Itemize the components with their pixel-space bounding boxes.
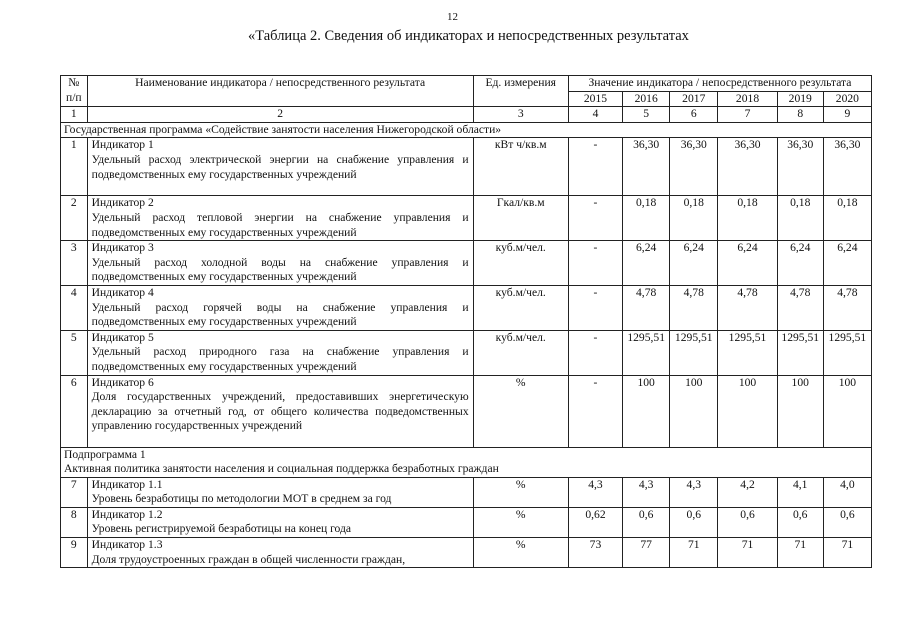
column-index: 6 — [670, 107, 718, 123]
value-cell: 36,30 — [823, 138, 871, 196]
value-cell: 0,18 — [823, 196, 871, 241]
header-unit: Ед. измерения — [473, 76, 568, 107]
table-caption: «Таблица 2. Сведения об индикаторах и непосредственных результатах — [248, 28, 689, 44]
section-title — [61, 447, 872, 477]
value-cell: 100 — [777, 375, 823, 447]
column-index: 3 — [473, 107, 568, 123]
year-header: 2016 — [623, 91, 670, 107]
unit-cell: % — [473, 375, 568, 447]
year-header: 2018 — [718, 91, 777, 107]
value-cell: 0,18 — [777, 196, 823, 241]
year-header: 2019 — [777, 91, 823, 107]
unit-cell: % — [473, 477, 568, 507]
value-cell: - — [568, 330, 622, 375]
row-num: 6 — [61, 375, 88, 447]
unit-cell: куб.м/чел. — [473, 285, 568, 330]
section-title — [61, 122, 872, 138]
value-cell: 4,78 — [718, 285, 777, 330]
unit-cell: Гкал/кв.м — [473, 196, 568, 241]
table-row — [61, 138, 872, 196]
value-cell: 36,30 — [718, 138, 777, 196]
value-cell: 0,6 — [718, 507, 777, 537]
row-num: 4 — [61, 285, 88, 330]
value-cell: 1295,51 — [670, 330, 718, 375]
value-cell: 6,24 — [623, 241, 670, 286]
indicator-description: Удельный расход электрической энергии на снабжение управления и подведомственных ему государственных учреждений — [91, 152, 469, 181]
indicators-table — [60, 75, 872, 568]
section-row — [61, 447, 872, 477]
indicator-name: Индикатор 2 — [91, 196, 154, 210]
value-cell: - — [568, 241, 622, 286]
row-num: 5 — [61, 330, 88, 375]
indicator-cell — [87, 241, 473, 286]
row-num: 9 — [61, 538, 88, 568]
row-num: 8 — [61, 507, 88, 537]
value-cell: 1295,51 — [623, 330, 670, 375]
indicator-cell — [87, 285, 473, 330]
indicator-cell — [87, 196, 473, 241]
indicator-description: Доля трудоустроенных граждан в общей численности граждан, — [91, 552, 406, 566]
year-header: 2017 — [670, 91, 718, 107]
indicator-description: Уровень регистрируемой безработицы на конец года — [91, 522, 352, 536]
unit-cell: куб.м/чел. — [473, 330, 568, 375]
year-header: 2015 — [568, 91, 622, 107]
value-cell: 71 — [670, 538, 718, 568]
value-cell: 0,6 — [670, 507, 718, 537]
row-num: 7 — [61, 477, 88, 507]
indicator-cell — [87, 375, 473, 447]
section-subtitle: Активная политика занятости населения и социальная поддержка безработных граждан — [64, 462, 499, 476]
value-cell: 0,6 — [623, 507, 670, 537]
value-cell: 36,30 — [670, 138, 718, 196]
value-cell: 6,24 — [823, 241, 871, 286]
indicator-name: Индикатор 3 — [91, 241, 154, 255]
value-cell: 1295,51 — [777, 330, 823, 375]
section-row — [61, 122, 872, 138]
value-cell: 4,0 — [823, 477, 871, 507]
header-name: Наименование индикатора / непосредственного результата — [87, 76, 473, 107]
value-cell: - — [568, 375, 622, 447]
indicator-cell — [87, 538, 473, 568]
indicator-description: Удельный расход природного газа на снабжение управления и подведомственных ему государственных учреждений — [91, 345, 469, 373]
value-cell: 4,1 — [777, 477, 823, 507]
value-cell: 6,24 — [777, 241, 823, 286]
value-cell: 4,2 — [718, 477, 777, 507]
value-cell: 73 — [568, 538, 622, 568]
header-num: № п/п — [61, 76, 88, 107]
value-cell: 0,18 — [623, 196, 670, 241]
value-cell: 1295,51 — [823, 330, 871, 375]
value-cell: 4,3 — [623, 477, 670, 507]
column-index: 5 — [623, 107, 670, 123]
column-index: 7 — [718, 107, 777, 123]
value-cell: 100 — [623, 375, 670, 447]
value-cell: 100 — [718, 375, 777, 447]
value-cell: 4,78 — [823, 285, 871, 330]
value-cell: 77 — [623, 538, 670, 568]
value-cell: 0,6 — [777, 507, 823, 537]
indicator-description: Уровень безработицы по методологии МОТ в среднем за год — [91, 492, 392, 506]
indicator-cell — [87, 138, 473, 196]
row-num: 2 — [61, 196, 88, 241]
column-index: 1 — [61, 107, 88, 123]
unit-cell: % — [473, 538, 568, 568]
table-row — [61, 196, 872, 241]
column-index: 2 — [87, 107, 473, 123]
table-row — [61, 375, 872, 447]
value-cell: 4,3 — [568, 477, 622, 507]
value-cell: - — [568, 196, 622, 241]
row-num: 1 — [61, 138, 88, 196]
section-title-text: Подпрограмма 1 — [64, 447, 146, 461]
indicator-description: Удельный расход горячей воды на снабжение управления и подведомственных ему государственных учреждений — [91, 300, 469, 329]
table-row — [61, 241, 872, 286]
indicator-cell — [87, 330, 473, 375]
table-row — [61, 330, 872, 375]
value-cell: 6,24 — [718, 241, 777, 286]
unit-cell: % — [473, 507, 568, 537]
value-cell: 71 — [718, 538, 777, 568]
unit-cell: куб.м/чел. — [473, 241, 568, 286]
value-cell: 71 — [823, 538, 871, 568]
value-cell: 36,30 — [777, 138, 823, 196]
table-row — [61, 538, 872, 568]
value-cell: 100 — [670, 375, 718, 447]
indicator-description: Удельный расход холодной воды на снабжение управления и подведомственных ему государственных учреждений — [91, 255, 469, 284]
table-row — [61, 507, 872, 537]
value-cell: - — [568, 285, 622, 330]
indicator-description: Доля государственных учреждений, предоставивших энергетическую декларацию за отчетный год, от общего количества подведомственных управлению государственных учреждений — [91, 390, 469, 433]
indicator-name: Индикатор 6 — [91, 375, 154, 389]
value-cell: 6,24 — [670, 241, 718, 286]
value-cell: 36,30 — [623, 138, 670, 196]
value-cell: 4,78 — [670, 285, 718, 330]
value-cell: 0,18 — [718, 196, 777, 241]
unit-cell: кВт ч/кв.м — [473, 138, 568, 196]
page-number: 12 — [447, 11, 458, 23]
header-value: Значение индикатора / непосредственного результата — [568, 76, 871, 92]
value-cell: 100 — [823, 375, 871, 447]
value-cell: 0,6 — [823, 507, 871, 537]
column-index: 8 — [777, 107, 823, 123]
column-index: 9 — [823, 107, 871, 123]
indicator-name: Индикатор 1.3 — [91, 538, 163, 552]
indicator-name: Индикатор 1 — [91, 138, 154, 152]
indicator-name: Индикатор 1.1 — [91, 477, 163, 491]
indicator-name: Индикатор 4 — [91, 285, 154, 299]
value-cell: 71 — [777, 538, 823, 568]
indicator-cell — [87, 507, 473, 537]
indicator-name: Индикатор 1.2 — [91, 507, 163, 521]
indicator-name: Индикатор 5 — [91, 330, 154, 344]
value-cell: 1295,51 — [718, 330, 777, 375]
indicator-description: Удельный расход тепловой энергии на снабжение управления и подведомственных ему государственных учреждений — [91, 210, 469, 239]
value-cell: 0,18 — [670, 196, 718, 241]
year-header: 2020 — [823, 91, 871, 107]
value-cell: 4,78 — [623, 285, 670, 330]
value-cell: 4,3 — [670, 477, 718, 507]
value-cell: - — [568, 138, 622, 196]
table-row — [61, 285, 872, 330]
value-cell: 4,78 — [777, 285, 823, 330]
column-index: 4 — [568, 107, 622, 123]
indicator-cell — [87, 477, 473, 507]
row-num: 3 — [61, 241, 88, 286]
value-cell: 0,62 — [568, 507, 622, 537]
table-row — [61, 477, 872, 507]
section-title-text: Государственная программа «Содействие занятости населения Нижегородской области» — [64, 122, 502, 136]
